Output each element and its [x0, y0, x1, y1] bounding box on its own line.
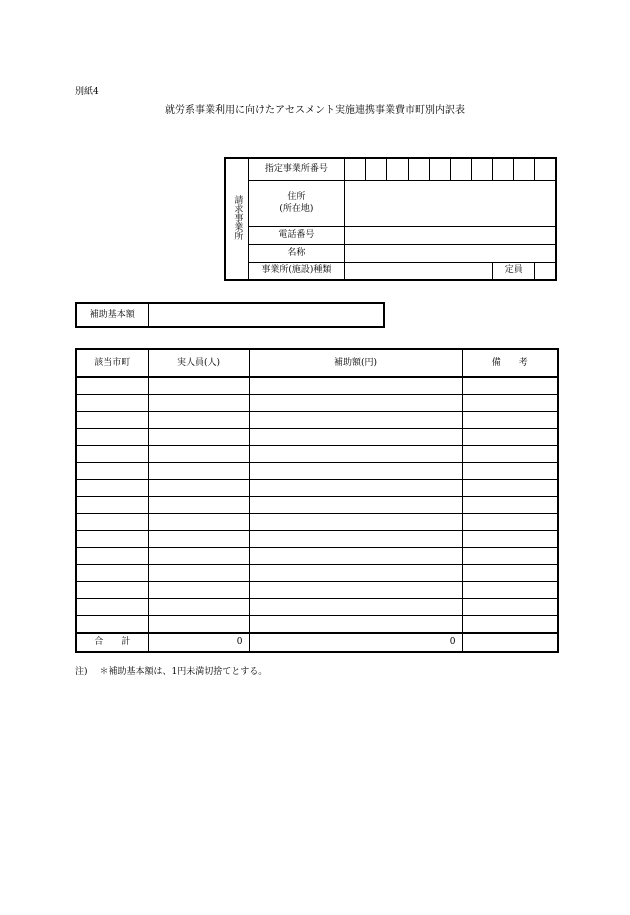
address-field[interactable] [345, 180, 556, 226]
amount-cell[interactable] [249, 548, 462, 565]
municipality-cell[interactable] [76, 565, 148, 582]
amount-cell[interactable] [249, 463, 462, 480]
name-label: 名称 [248, 244, 345, 262]
office-number-digit[interactable] [471, 158, 492, 180]
amount-cell[interactable] [249, 377, 462, 395]
remarks-cell[interactable] [462, 616, 558, 634]
column-header-persons: 実人員(人) [148, 349, 249, 377]
remarks-cell[interactable] [462, 412, 558, 429]
persons-cell[interactable] [148, 548, 249, 565]
total-amount: 0 [249, 633, 462, 652]
municipality-cell[interactable] [76, 548, 148, 565]
footnote-prefix: 注) [75, 667, 88, 677]
table-row [76, 395, 558, 412]
persons-cell[interactable] [148, 531, 249, 548]
amount-cell[interactable] [249, 446, 462, 463]
remarks-cell[interactable] [462, 531, 558, 548]
basic-amount-table [75, 302, 385, 328]
amount-cell[interactable] [249, 480, 462, 497]
office-number-digit[interactable] [366, 158, 387, 180]
office-number-label: 指定事業所番号 [248, 158, 345, 180]
office-number-digit[interactable] [514, 158, 535, 180]
municipality-cell[interactable] [76, 599, 148, 616]
claimant-side-label: 請求事業所 [232, 195, 243, 240]
remarks-cell[interactable] [462, 429, 558, 446]
remarks-cell[interactable] [462, 497, 558, 514]
municipality-cell[interactable] [76, 582, 148, 599]
amount-cell[interactable] [249, 531, 462, 548]
amount-cell[interactable] [249, 565, 462, 582]
phone-field[interactable] [345, 226, 556, 244]
persons-cell[interactable] [148, 377, 249, 395]
remarks-cell[interactable] [462, 480, 558, 497]
persons-cell[interactable] [148, 514, 249, 531]
office-number-digit[interactable] [493, 158, 514, 180]
office-number-digit[interactable] [429, 158, 450, 180]
office-number-digit[interactable] [345, 158, 366, 180]
amount-cell[interactable] [249, 582, 462, 599]
claimant-info-table [224, 157, 557, 281]
municipality-cell[interactable] [76, 480, 148, 497]
remarks-cell[interactable] [462, 463, 558, 480]
footnote [75, 668, 267, 677]
table-row [76, 599, 558, 616]
persons-cell[interactable] [148, 599, 249, 616]
facility-type-label: 事業所(施設)種類 [248, 262, 345, 280]
basic-amount-field[interactable] [148, 303, 384, 327]
remarks-cell[interactable] [462, 514, 558, 531]
total-label: 合 計 [76, 633, 148, 652]
column-header-municipality: 該当市町 [76, 349, 148, 377]
remarks-cell[interactable] [462, 377, 558, 395]
name-field[interactable] [345, 244, 556, 262]
table-row [76, 616, 558, 634]
municipality-cell[interactable] [76, 377, 148, 395]
table-row [76, 429, 558, 446]
amount-cell[interactable] [249, 497, 462, 514]
table-row [76, 565, 558, 582]
remarks-cell[interactable] [462, 548, 558, 565]
persons-cell[interactable] [148, 497, 249, 514]
total-remarks [462, 633, 558, 652]
breakdown-table [75, 348, 559, 653]
persons-cell[interactable] [148, 616, 249, 634]
column-header-remarks: 備 考 [462, 349, 558, 377]
office-number-digit[interactable] [387, 158, 408, 180]
persons-cell[interactable] [148, 582, 249, 599]
table-row [76, 412, 558, 429]
table-row [76, 463, 558, 480]
amount-cell[interactable] [249, 395, 462, 412]
municipality-cell[interactable] [76, 531, 148, 548]
appendix-label: 別紙4 [75, 87, 99, 97]
amount-cell[interactable] [249, 514, 462, 531]
municipality-cell[interactable] [76, 616, 148, 634]
table-row [76, 446, 558, 463]
column-header-amount: 補助額(円) [249, 349, 462, 377]
breakdown-rows [76, 377, 558, 633]
municipality-cell[interactable] [76, 412, 148, 429]
table-row [76, 548, 558, 565]
persons-cell[interactable] [148, 480, 249, 497]
persons-cell[interactable] [148, 463, 249, 480]
remarks-cell[interactable] [462, 446, 558, 463]
capacity-label: 定員 [493, 262, 535, 280]
address-label: 住所 [287, 191, 306, 202]
table-row [76, 531, 558, 548]
persons-cell[interactable] [148, 395, 249, 412]
table-row [76, 497, 558, 514]
table-row [76, 582, 558, 599]
table-row [76, 480, 558, 497]
amount-cell[interactable] [249, 412, 462, 429]
amount-cell[interactable] [249, 599, 462, 616]
persons-cell[interactable] [148, 429, 249, 446]
address-label-cell [248, 180, 345, 226]
municipality-cell[interactable] [76, 446, 148, 463]
office-number-digit[interactable] [450, 158, 471, 180]
municipality-cell[interactable] [76, 514, 148, 531]
capacity-field[interactable] [535, 262, 556, 280]
municipality-cell[interactable] [76, 497, 148, 514]
office-number-digit[interactable] [535, 158, 556, 180]
total-persons: 0 [148, 633, 249, 652]
address-sublabel: (所在地) [279, 204, 314, 214]
office-number-digit[interactable] [408, 158, 429, 180]
municipality-cell[interactable] [76, 463, 148, 480]
facility-type-field[interactable] [345, 262, 493, 280]
basic-amount-label: 補助基本額 [76, 303, 148, 327]
remarks-cell[interactable] [462, 599, 558, 616]
amount-cell[interactable] [249, 429, 462, 446]
municipality-cell[interactable] [76, 395, 148, 412]
remarks-cell[interactable] [462, 582, 558, 599]
page-title: 就労系事業利用に向けたアセスメント実施連携事業費市町別内訳表 [165, 105, 465, 116]
remarks-cell[interactable] [462, 395, 558, 412]
claimant-side-label-cell [225, 158, 248, 280]
persons-cell[interactable] [148, 412, 249, 429]
remarks-cell[interactable] [462, 565, 558, 582]
phone-label: 電話番号 [248, 226, 345, 244]
footnote-text: ＊補助基本額は、1円未満切捨てとする。 [99, 667, 268, 677]
table-row [76, 377, 558, 395]
persons-cell[interactable] [148, 446, 249, 463]
amount-cell[interactable] [249, 616, 462, 634]
persons-cell[interactable] [148, 565, 249, 582]
table-row [76, 514, 558, 531]
municipality-cell[interactable] [76, 429, 148, 446]
